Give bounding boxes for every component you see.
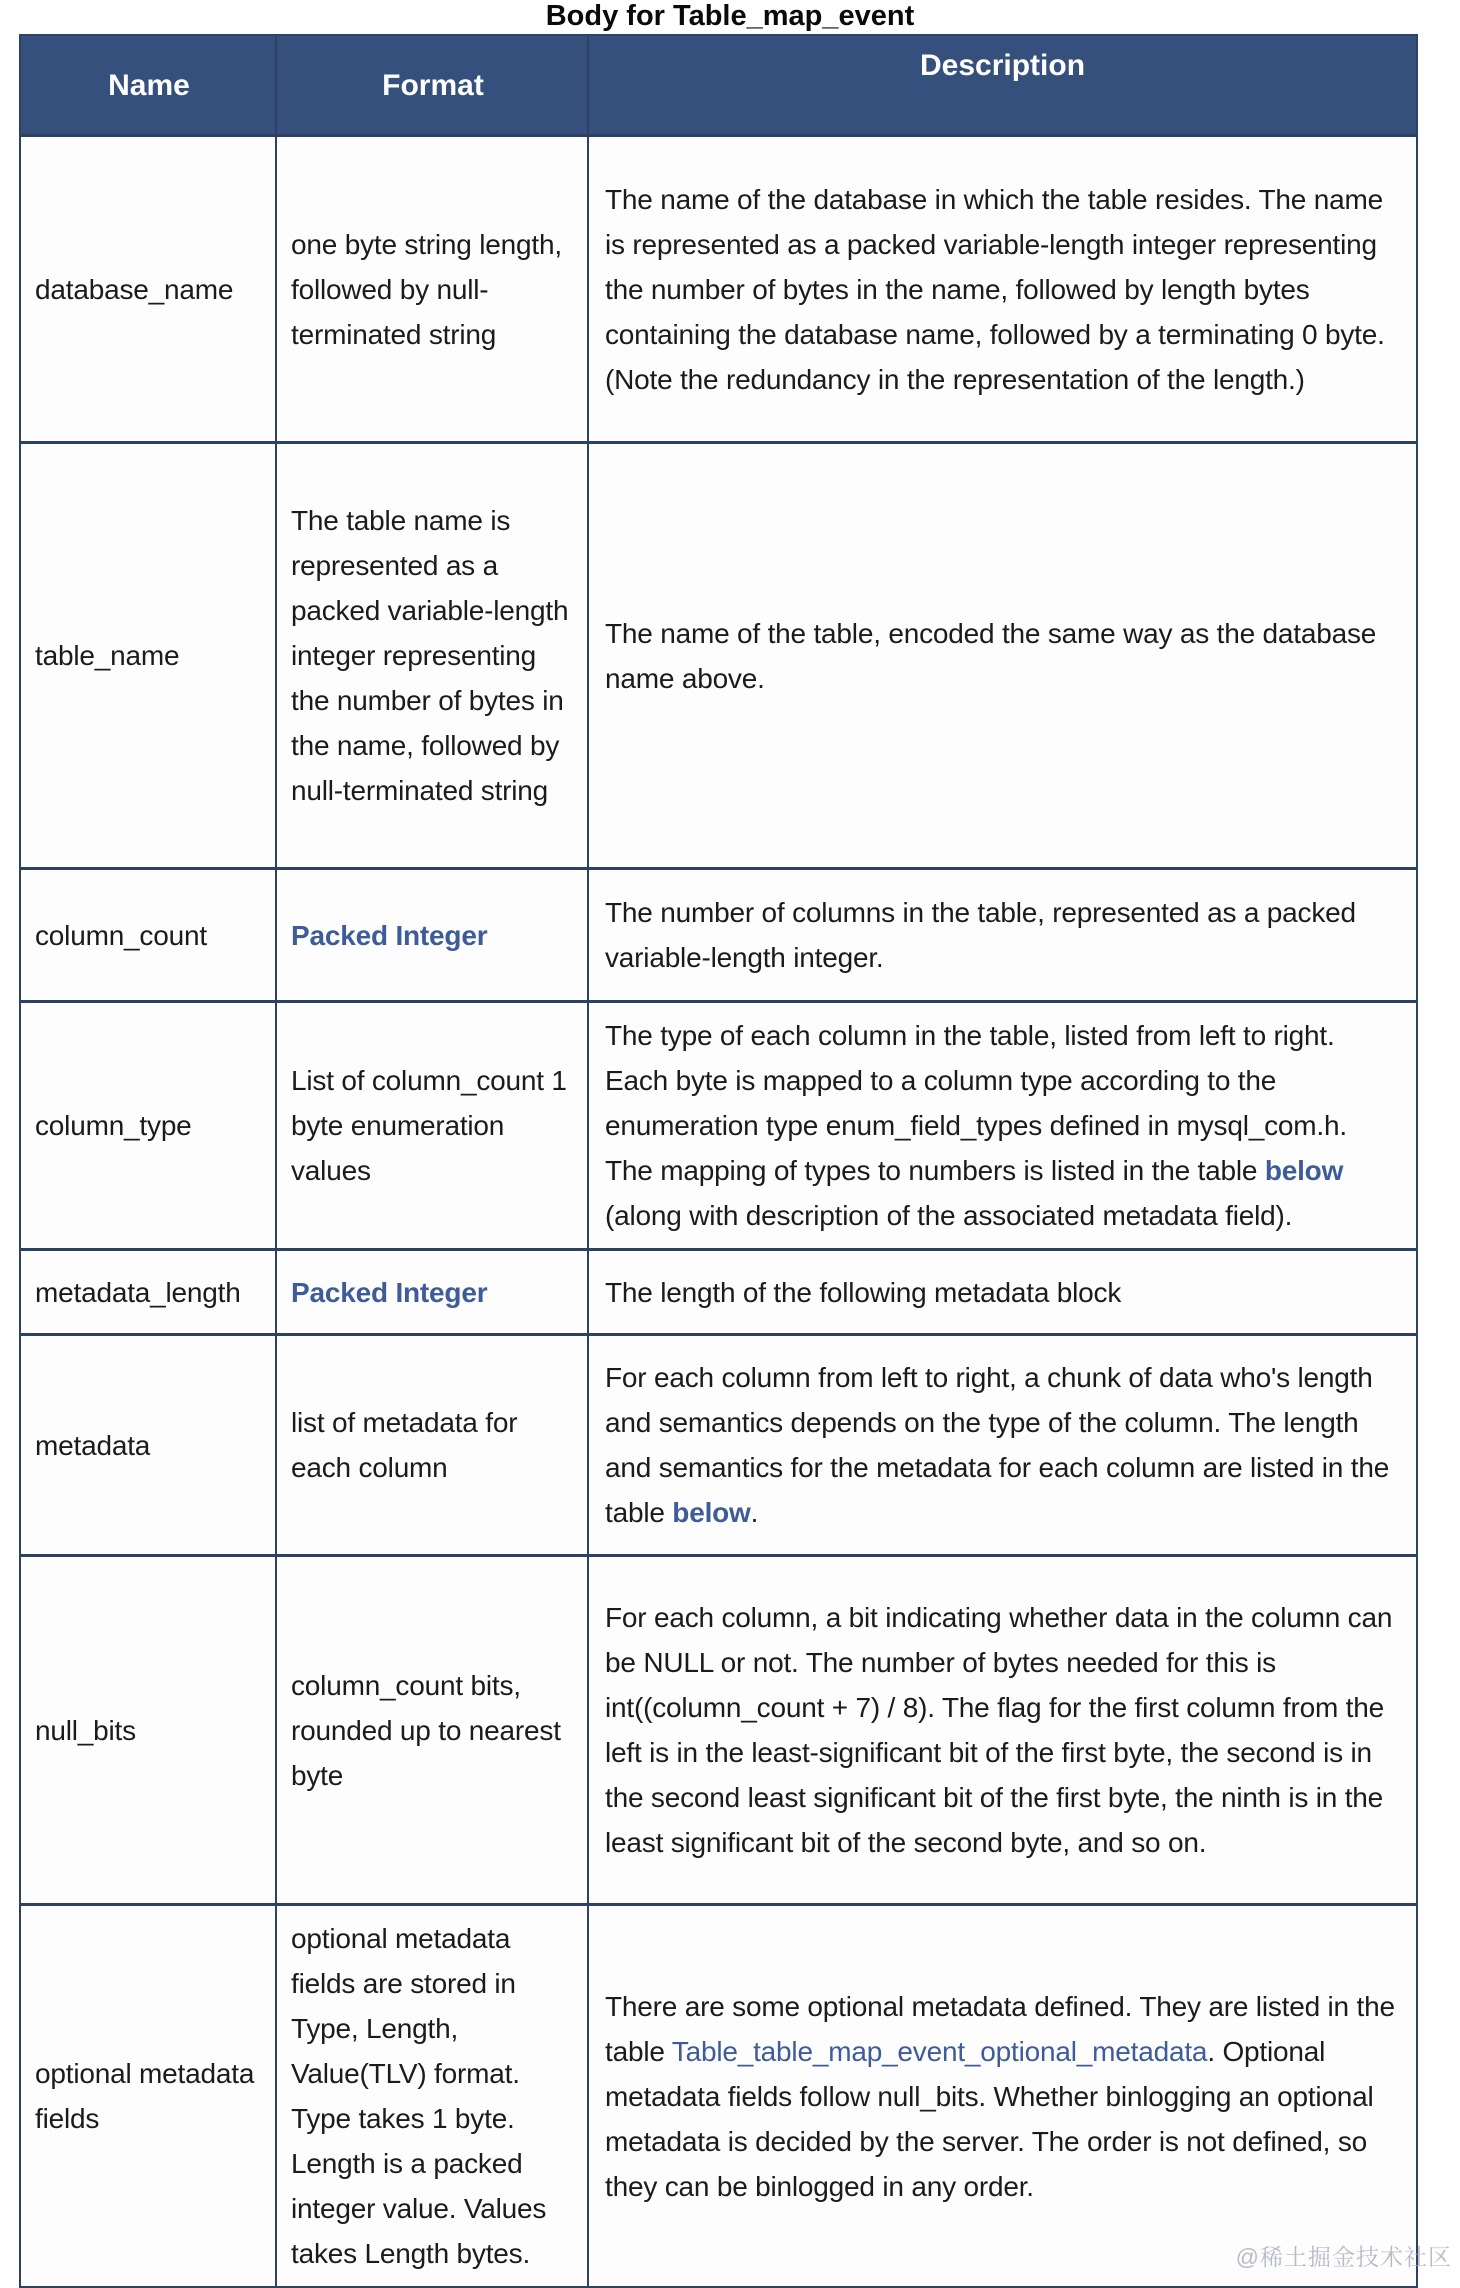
table-map-event-body-table [19,34,1418,2288]
description-segment: For each column from left to right, a chunk of data who's length and semantics depends on the type of the column. The length and semantics for the metadata for each column are listed in the table [605,1362,1390,1528]
field-name: metadata_length [35,1276,241,1308]
name-cell [21,870,275,1000]
field-name: column_type [35,1110,192,1141]
format-cell [275,870,587,1000]
format-cell [275,1557,587,1903]
name-cell [21,1557,275,1903]
format-cell [275,444,587,867]
name-cell [21,1251,275,1333]
field-name: null_bits [35,1714,136,1746]
description-segment: . Optional metadata fields follow null_bits. Whether binlogging an optional metadata is decided by the server. The order is not defined, so they can be binlogged in any order. [605,2035,1374,2202]
name-cell [21,1336,275,1554]
packed-integer-link[interactable]: Packed Integer [291,1276,488,1308]
format-cell [275,1336,587,1554]
field-name: metadata [35,1429,151,1461]
column-header-description-label: Description [919,48,1086,82]
description-text [605,1984,1400,2209]
description-segment: The type of each column in the table, listed from left to right. Each byte is mapped to a column type according to the enumeration type enum_field_types defined in mysql_com.h. The mapping of types to numbers is listed in the table [605,1020,1347,1186]
name-cell [21,1906,275,2286]
table-row-column-type [21,1000,1416,1248]
name-cell [21,137,275,441]
column-header-description [587,36,1416,134]
format-text: list of metadata for each column [291,1407,518,1483]
column-header-name-label: Name [108,68,190,102]
column-header-format-label: Format [382,68,484,102]
packed-integer-link[interactable]: Packed Integer [291,919,488,951]
name-cell [21,444,275,867]
description-segment: . [750,1497,759,1528]
table-row-metadata-length [21,1248,1416,1333]
description-cell [587,1557,1416,1903]
field-name: table_name [35,640,180,671]
column-header-name [21,36,275,134]
table-row-column-count [21,867,1416,1000]
description-cell [587,1251,1416,1333]
description-cell [587,870,1416,1000]
field-name: database_name [35,273,234,305]
description-cell [587,1003,1416,1248]
format-text: List of column_count 1 byte enumeration values [291,1065,567,1186]
description-text [605,1013,1400,1238]
table-row-table-name [21,441,1416,867]
table-map-event-optional-metadata-link[interactable]: Table_table_map_event_optional_metadata [671,2035,1208,2067]
description-segment: There are some optional metadata defined. They are listed in the table [605,1990,1395,2067]
table-row-metadata [21,1333,1416,1554]
description-cell [587,1906,1416,2286]
description-text: The name of the database in which the table resides. The name is represented as a packed variable-length integer representing the number of bytes in the name, followed by length bytes containing the database name, followed by a terminating 0 byte. (Note the redundancy in the representation of the length.) [605,183,1385,395]
table-row-database-name [21,134,1416,441]
format-cell [275,1003,587,1248]
field-name: optional metadata fields [35,2058,255,2134]
table-header-row [21,36,1416,134]
format-text: column_count bits, rounded up to nearest byte [291,1669,561,1791]
description-cell [587,444,1416,867]
format-text: one byte string length, followed by null-terminated string [291,228,562,350]
description-text: For each column, a bit indicating whether data in the column can be NULL or not. The number of bytes needed for this is int((column_count + 7) / 8). The flag for the first column from the left is in the least-significant bit of the first byte, the second is in the second least significant bit of the first byte, the ninth is in the least significant bit of the second byte, and so on. [605,1602,1393,1858]
description-cell [587,1336,1416,1554]
below-link[interactable]: below [672,1497,751,1528]
description-cell [587,137,1416,441]
description-text [605,1355,1400,1535]
table-row-null-bits [21,1554,1416,1903]
name-cell [21,1003,275,1248]
format-cell [275,1906,587,2286]
description-text: The length of the following metadata block [605,1276,1122,1308]
format-text: The table name is represented as a packed variable-length integer representing the number of bytes in the name, followed by null-terminated string [291,505,569,806]
page-title: Body for Table_map_event [545,0,915,32]
field-name: column_count [35,919,207,951]
below-link[interactable]: below [1264,1155,1344,1186]
description-segment: (along with description of the associated metadata field). [605,1200,1293,1231]
table-row-optional-metadata-fields [21,1903,1416,2286]
description-text: The name of the table, encoded the same way as the database name above. [605,617,1377,694]
format-cell [275,1251,587,1333]
description-text: The number of columns in the table, represented as a packed variable-length integer. [605,897,1356,973]
format-cell [275,137,587,441]
juejin-watermark: @稀土掘金技术社区 [1235,2244,1452,2270]
column-header-format [275,36,587,134]
format-text: optional metadata fields are stored in Type, Length, Value(TLV) format. Type takes 1 byte. Length is a packed integer value. Values takes Length bytes. [291,1923,547,2269]
